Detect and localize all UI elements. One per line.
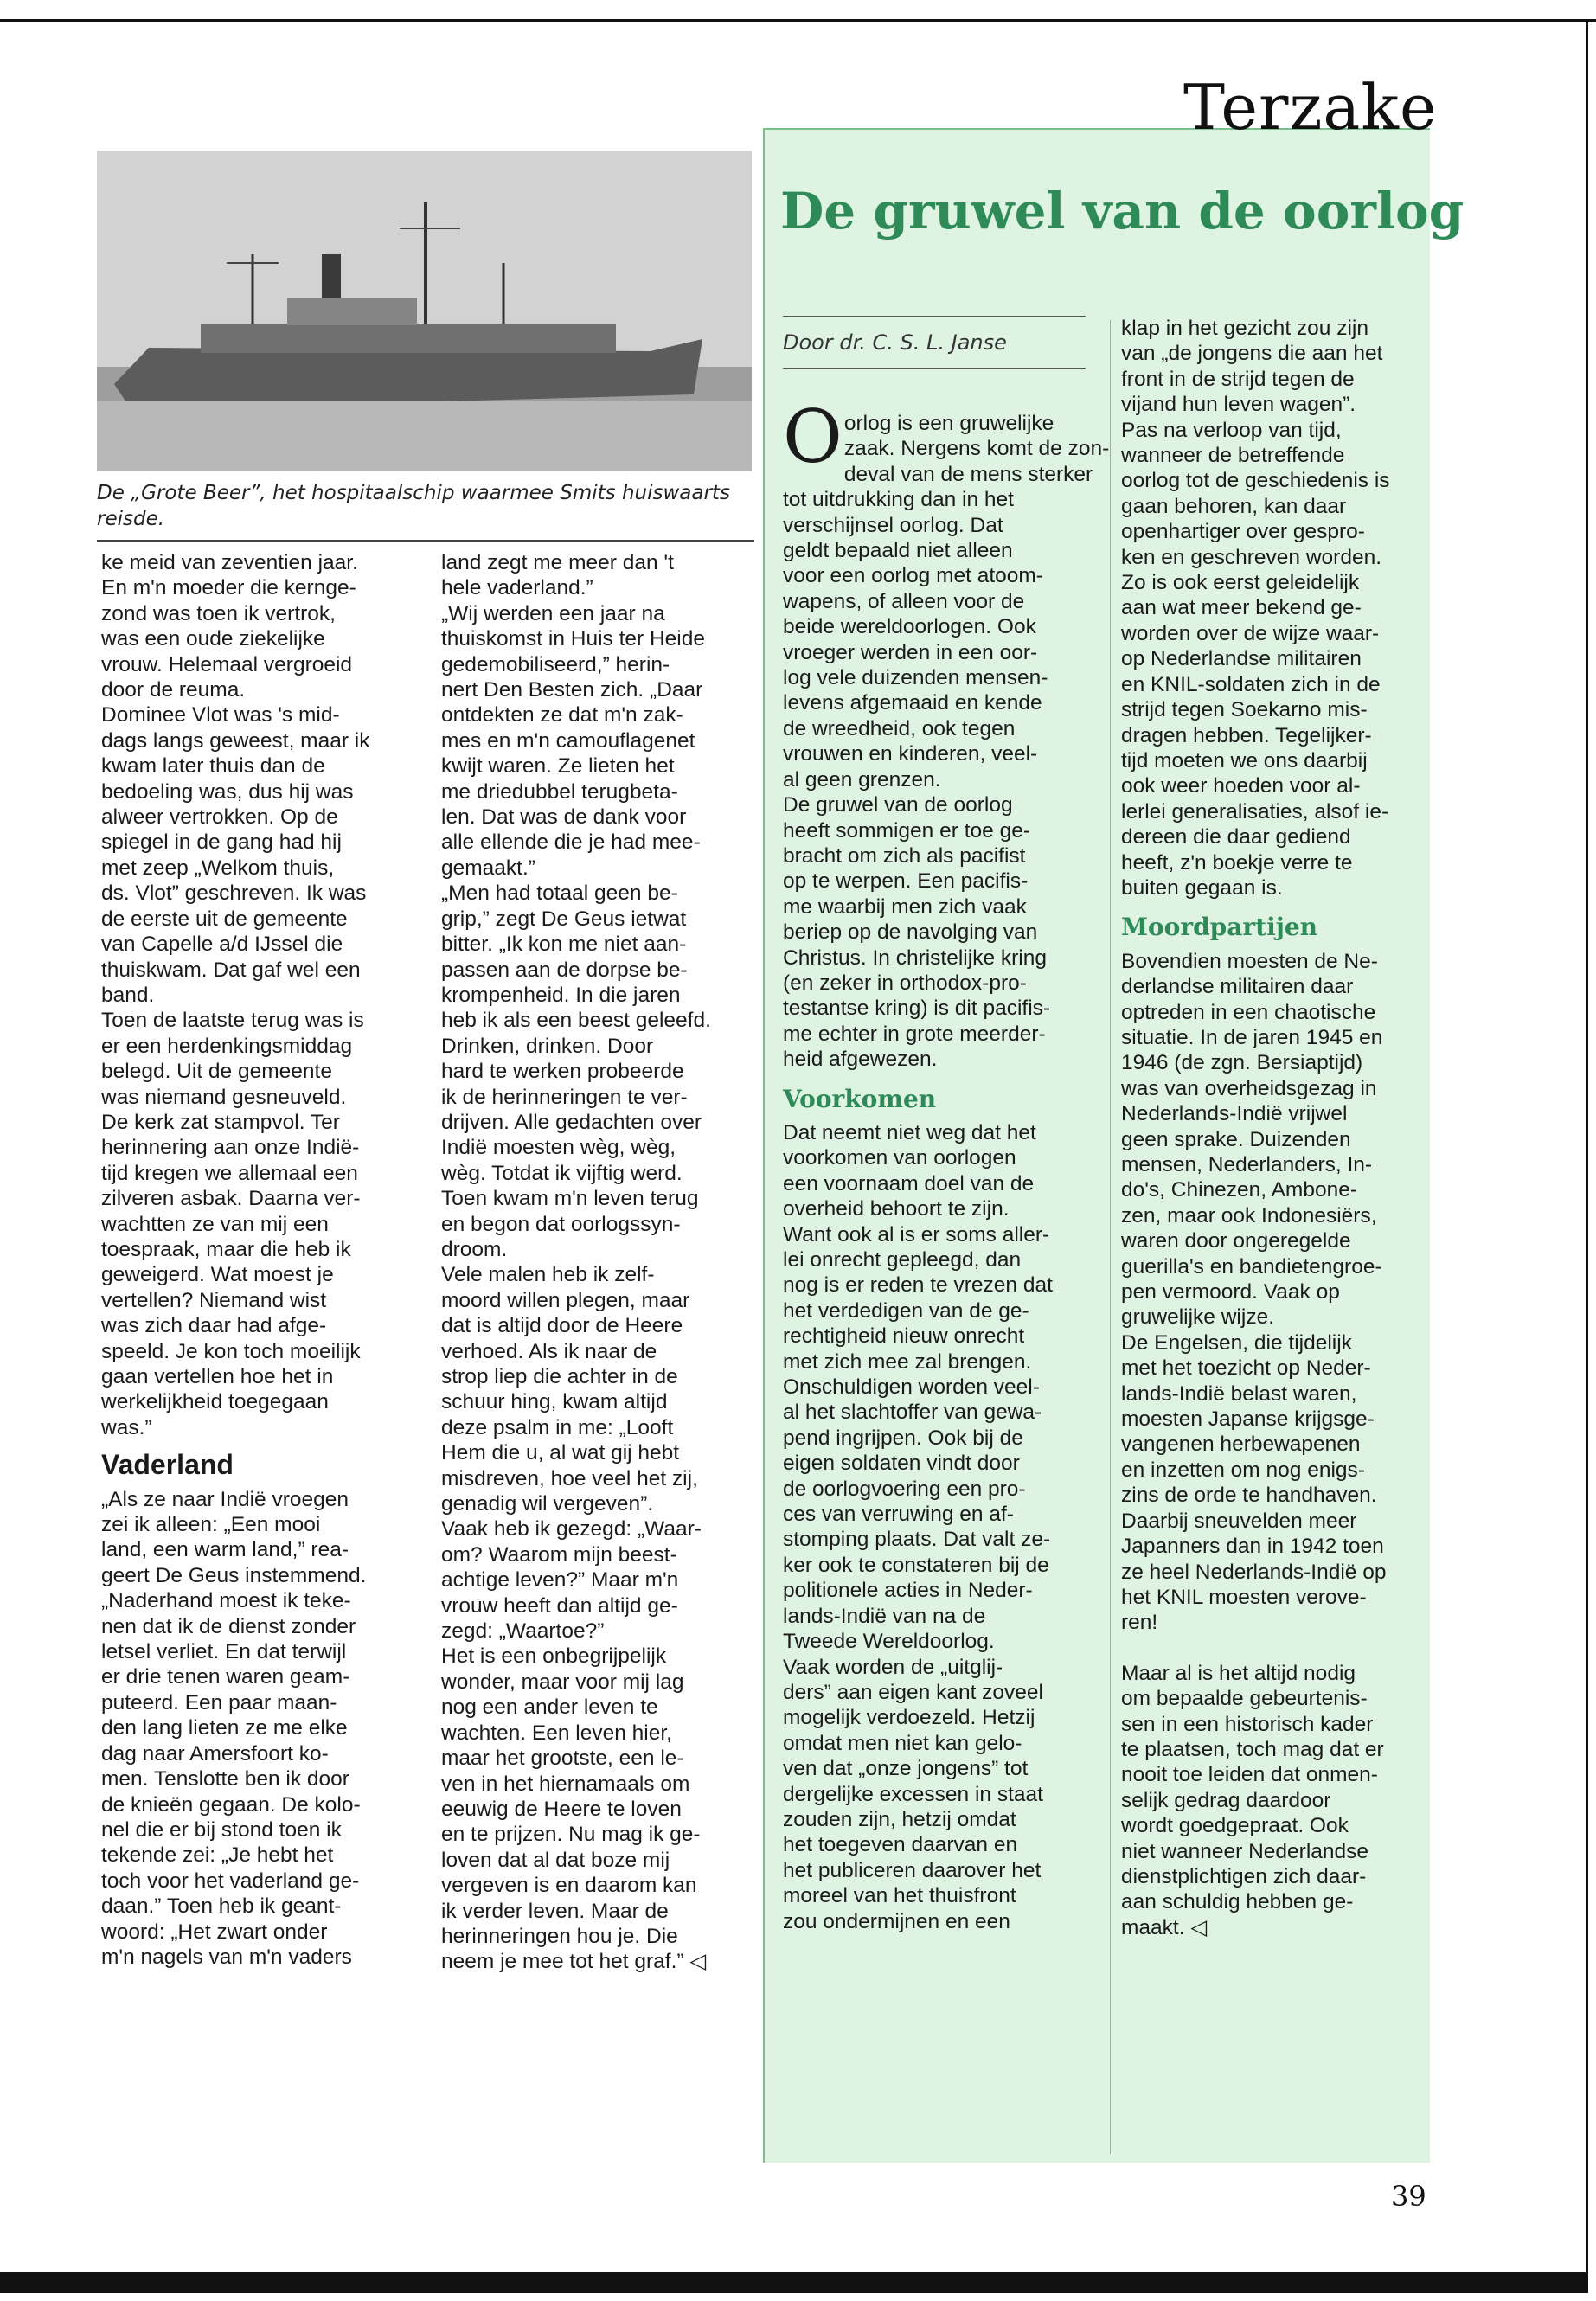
column-4	[1121, 316, 1445, 1940]
panel-left-border	[763, 128, 765, 2163]
bottom-rule	[0, 2272, 1588, 2293]
column-3	[783, 394, 1110, 1934]
subheading-vaderland: Vaderland	[101, 1449, 234, 1481]
paragraph: Toen de laatste terug was is er een herdenkingsmiddag belegd. Uit de gemeente was niemand gesneuveld. De kerk zat stampvol. Ter herinnering aan onze Indië- tijd kregen we allemaal een zilveren asbak. Daarna ver- wachtten ze van mij een toespraak, maar die heb ik geweigerd. Wat moest je vertellen? Niemand wist was zich daar had afge- speeld. Je kon toch moeilijk gaan vertellen hoe het in werkelijkheid toegegaan was.”	[101, 1009, 364, 1439]
paragraph: Vaak heb ik gezegd: „Waar- om? Waarom mijn beest- achtige leven?” Maar m'n vrouw heeft dan altijd ge- zegd: „Waartoe?”	[441, 1517, 702, 1644]
paragraph: ke meid van zeventien jaar. En m'n moeder die kernge- zond was toen ik vertrok, was een oude ziekelijke vrouw. Helemaal vergroeid door de reuma.	[101, 551, 358, 702]
column-1	[101, 550, 430, 1970]
paragraph: „Wij werden een jaar na thuiskomst in Huis ter Heide gedemobiliseerd,” herin- nert Den Besten zich. „Daar ontdekten ze dat m'n zak- mes en m'n camouflagenet kwijt waren. Ze lieten het me driedubbel terugbeta- len. Dat was de dank voor alle ellende die je had mee- gemaakt.”	[441, 601, 706, 880]
paragraph: klap in het gezicht zou zijn van „de jongens die aan het front in de strijd tegen de vijand hun leven wagen”. Pas na verloop van tijd, wanneer de betreffende oorlog tot de geschiedenis is gaan behoren, kan daar openhartiger over gespro- ken en geschreven worden. Zo is ook eerst geleidelijk aan wat meer bekend ge- worden over de wijze waar- op Nederlandse militairen en KNIL-soldaten zich in de strijd tegen Soekarno mis- dragen hebben. Tegelijker- tijd moeten we ons daarbij ook weer hoeden voor al- lerlei generalisaties, alsof ie- dereen die daar gediend heeft, z'n boekje verre te buiten gegaan is.	[1121, 317, 1390, 900]
subheading-voorkomen: Voorkomen	[783, 1084, 937, 1113]
paragraph: Vaak worden de „uitglij- ders” aan eigen kant zoveel mogelijk verdoezeld. Hetzij omdat men niet kan gelo- ven dat „onze jongens” tot dergelijke excessen in staat zouden zijn, hetzij omdat het toegeven daarvan en het publiceren daarover het moreel van het thuisfront zou ondermijnen en een	[783, 1655, 1043, 1933]
ship-photo	[97, 151, 752, 471]
hospital-ship-image	[97, 151, 752, 471]
paragraph: Dat neemt niet weg dat het voorkomen van oorlogen een voornaam doel van de overheid behoort te zijn. Want ook al is er soms aller- lei onrecht gepleegd, dan nog is er reden te vrezen dat het verdedigen van de ge- rechtigheid nieuw onrecht met zich mee zal brengen. Onschuldigen worden veel- al het slachtoffer van gewa- pend ingrijpen. Ook bij de eigen soldaten vindt door de oorlogvoering een pro- ces van verruwing en af- stomping plaats. Dat valt ze- ker ook te constateren bij de politionele acties in Neder- lands-Indië van na de Tweede Wereldoorlog.	[783, 1120, 1053, 1654]
paragraph: land zegt me meer dan 't hele vaderland.”	[441, 551, 674, 600]
paragraph: Dominee Vlot was 's mid- dags langs geweest, maar ik kwam later thuis dan de bedoeling was, dus hij was alweer vertrokken. Op de spiegel in de gang had hij met zeep „Welkom thuis, ds. Vlot” geschreven. Ik was de eerste uit de gemeente van Capelle a/d IJssel die thuiskwam. Dat gaf wel een band.	[101, 703, 370, 1007]
photo-caption: De „Grote Beer”, het hospitaalschip waarmee Smits huiswaarts reisde.	[97, 482, 730, 530]
caption-rule	[97, 540, 754, 542]
column-divider	[1110, 320, 1111, 2154]
lead-paragraph: Oorlog is een gruwelijke zaak. Nergens komt de zon- deval van de mens sterker tot uitdrukking dan in het verschijnsel oorlog. Dat geldt bepaald niet alleen voor een oorlog met atoom- wapens, of alleen voor de beide wereldoorlogen. Ook vroeger werden in een oor- log vele duizenden mensen- levens afgemaaid en kende de wreedheid, ook tegen vrouwen en kinderen, veel- al geen grenzen.	[783, 394, 1110, 792]
paragraph: „Als ze naar Indië vroegen zei ik alleen: „Een mooi land, een warm land,” rea- geert De Geus instemmend. „Naderhand moest ik teke- nen dat ik de dienst zonder letsel verliet. En dat terwijl er drie tenen waren geam- puteerd. Een paar maan- den lang lieten ze me elke dag naar Amersfoort ko- men. Tenslotte ben ik door de knieën gegaan. De kolo- nel die er bij stond toen ik tekende zei: „Je hebt het toch voor het vaderland ge- daan.” Toen heb ik geant- woord: „Het zwart onder m'n nagels van m'n vaders	[101, 1487, 367, 1969]
subheading-moordpartijen: Moordpartijen	[1121, 913, 1318, 942]
paragraph: „Men had totaal geen be- grip,” zegt De Geus ietwat bitter. „Ik kon me niet aan- passen aan de dorpse be- krompenheid. In die jaren heb ik als een beest geleefd. Drinken, drinken. Door hard te werken probeerde ik de herinneringen te ver- drijven. Alle gedachten over Indië moesten wèg, wèg, wèg. Totdat ik vijftig werd. Toen kwam m'n leven terug en begon dat oorlogssyn- droom.	[441, 881, 711, 1261]
byline: Door dr. C. S. L. Janse	[783, 330, 1007, 355]
byline-rule-bottom	[783, 368, 1086, 369]
section-title: Terzake	[1183, 71, 1438, 144]
top-rule	[0, 19, 1596, 22]
column-2	[441, 550, 761, 1975]
page-number: 39	[1391, 2180, 1426, 2213]
paragraph: Het is een onbegrijpelijk wonder, maar voor mij lag nog een ander leven te wachten. Een leven hier, maar het grootste, een le- ven in het hiernamaals om eeuwig de Heere te loven en te prijzen. Nu mag ik ge- loven dat al dat boze mij vergeven is en daarom kan ik verder leven. Maar de herinneringen hou je. Die neem je mee tot het graf.” ◁	[441, 1644, 707, 1974]
paragraph: Vele malen heb ik zelf- moord willen plegen, maar dat is altijd door de Heere verhoed. Als ik naar de strop liep die achter in de schuur hing, kwam altijd deze psalm in me: „Looft Hem die u, al wat gij hebt misdreven, hoe veel het zij, genadig wil vergeven”.	[441, 1263, 698, 1516]
paragraph: De gruwel van de oorlog heeft sommigen er toe ge- bracht om zich als pacifist op te werpen. Een pacifis- me waarbij men zich vaak beriep op de navolging van Christus. In christelijke kring (en zeker in orthodox-pro- testantse kring) is dit pacifis- me echter in grote meerder- heid afgewezen.	[783, 793, 1051, 1072]
byline-rule-top	[783, 316, 1086, 317]
paragraph: Maar al is het altijd nodig om bepaalde gebeurtenis- sen in een historisch kader te plaatsen, toch mag dat er nooit toe leiden dat onmen- selijk gedrag daardoor wordt goedgepraat. Ook niet wanneer Nederlandse dienstplichtigen zich daar- aan schuldig hebben ge- maakt. ◁	[1121, 1661, 1384, 1939]
right-rule	[1586, 19, 1588, 2272]
paragraph: Bovendien moesten de Ne- derlandse militairen daar optreden in een chaotische situatie. In de jaren 1945 en 1946 (de zgn. Bersiaptijd) was van overheidsgezag in Nederlands-Indië vrijwel geen sprake. Duizenden mensen, Nederlanders, In- do's, Chinezen, Ambone- zen, maar ook Indonesiërs, waren door ongeregelde guerilla's en bandietengroe- pen vermoord. Vaak op gruwelijke wijze.	[1121, 949, 1383, 1330]
paragraph: De Engelsen, die tijdelijk met het toezicht op Neder- lands-Indië belast waren, moesten Japanse krijgsge- vangenen herbewapenen en inzetten om nog enigs- zins de orde te handhaven. Daarbij sneuvelden meer Japanners dan in 1942 toen ze heel Nederlands-Indië op het KNIL moesten verove- ren!	[1121, 1330, 1387, 1635]
headline: De gruwel van de oorlog	[780, 182, 1465, 240]
drop-cap: O	[783, 394, 843, 479]
